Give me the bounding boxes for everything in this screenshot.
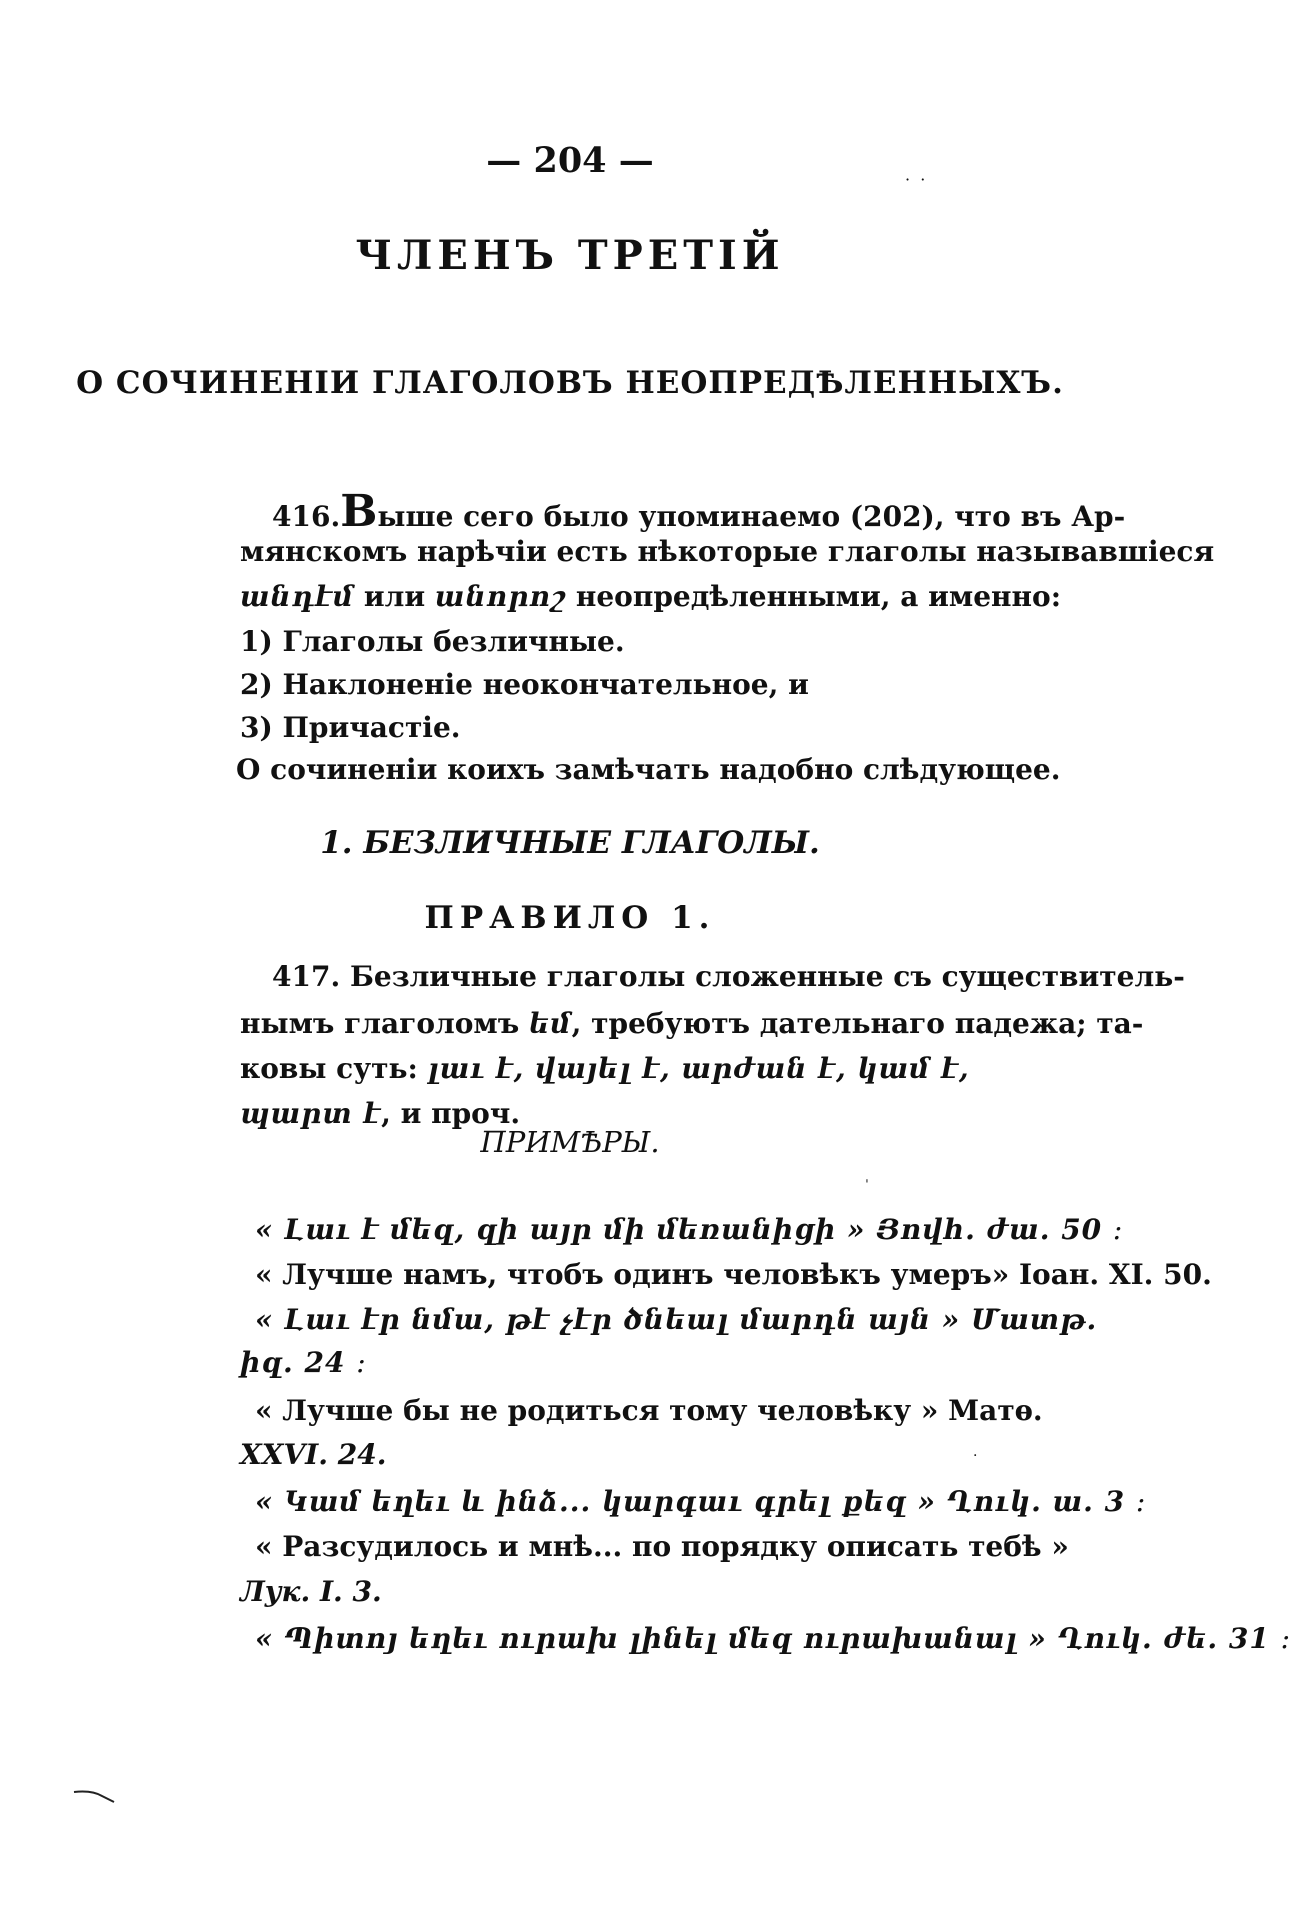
paragraph-416-line-1: [272, 486, 1125, 537]
paragraph-text: неопредѣленными, а именно:: [566, 580, 1062, 613]
examples-heading: ПРИМѢРЫ.: [480, 1125, 660, 1159]
list-item-2: 2) Наклоненіе неокончательное, и: [240, 668, 809, 701]
armenian-text: « Կամ եղեւ և ինձ... կարգաւ գրել քեզ » Ղուկ. ա. 3 ։: [255, 1485, 1147, 1518]
paragraph-416-closing: О сочиненіи коихъ замѣчать надобно слѣдующее.: [236, 753, 1061, 786]
chapter-subtitle: О СОЧИНЕНІИ ГЛАГОЛОВЪ НЕОПРЕДѢЛЕННЫХЪ.: [76, 365, 1064, 401]
armenian-term: անորոշ: [434, 580, 567, 613]
list-item-3: 3) Причастіе.: [240, 711, 461, 744]
drop-capital: В: [340, 486, 378, 537]
example-2-armenian-cont: [240, 1346, 367, 1379]
paragraph-number: 417.: [272, 960, 341, 993]
armenian-text: « Պիտոյ եղեւ ուրախ լինել մեզ ուրախանալ » Ղուկ. ժե. 31 ։: [255, 1622, 1291, 1655]
paragraph-text: Безличные глаголы сложенные съ существитель-: [349, 960, 1185, 993]
armenian-text: « Լաւ է մեզ, զի այր մի մեռանիցի » Յովհ. ժա. 50 ։: [255, 1213, 1124, 1246]
example-1-armenian: [255, 1213, 1123, 1246]
margin-mark: ·: [973, 1448, 978, 1464]
rule-heading: ПРАВИЛО 1.: [424, 900, 716, 936]
paragraph-416-line-3: [240, 580, 1061, 613]
armenian-term: լաւ է, վայել է, արժան է, կամ է,: [427, 1052, 970, 1085]
example-3-armenian: [255, 1485, 1146, 1518]
paragraph-text: нымъ глаголомъ: [240, 1007, 529, 1040]
paragraph-416-line-2: мянскомъ нарѣчіи есть нѣкоторые глаголы называвшіеся: [240, 535, 1215, 568]
example-3-russian-cont: Лук. I. 3.: [240, 1575, 382, 1608]
paragraph-text: ковы суть:: [240, 1052, 428, 1085]
list-item-1: 1) Глаголы безличные.: [240, 625, 625, 658]
example-2-armenian: [255, 1303, 1097, 1336]
chapter-title: ЧЛЕНЪ ТРЕТІЙ: [355, 232, 785, 279]
armenian-term: անդէմ: [240, 580, 355, 613]
armenian-text: իզ. 24 ։: [240, 1346, 367, 1379]
armenian-term: եմ: [528, 1007, 572, 1040]
section-heading: 1. БЕЗЛИЧНЫЕ ГЛАГОЛЫ.: [320, 825, 820, 861]
paragraph-number: 416.: [272, 500, 341, 533]
example-4-armenian: [255, 1622, 1291, 1655]
paragraph-417-line-3: [240, 1052, 970, 1085]
paragraph-417-line-1: [272, 960, 1185, 993]
paragraph-text: , требуютъ дательнаго падежа; та-: [571, 1007, 1144, 1040]
paragraph-417-line-2: [240, 1007, 1143, 1040]
paragraph-text: или: [354, 580, 435, 613]
armenian-text: « Լաւ էր նմա, թէ չէր ծնեալ մարդն այն » Մատթ.: [255, 1303, 1098, 1336]
example-2-russian-cont: XXVI. 24.: [240, 1438, 387, 1471]
paragraph-text: , и проч.: [381, 1097, 521, 1130]
armenian-term: պարտ է: [240, 1097, 382, 1130]
example-2-russian: « Лучше бы не родиться тому человѣку » Матѳ.: [255, 1394, 1043, 1427]
scratch-stroke: [74, 1792, 114, 1803]
margin-dots: · ·: [905, 170, 926, 189]
margin-mark: ˈ: [865, 1178, 869, 1194]
example-1-russian: « Лучше намъ, чтобъ одинъ человѣкъ умеръ» Іоан. XI. 50.: [255, 1258, 1212, 1291]
margin-scratch: [72, 1788, 122, 1808]
page-number: — 204 —: [486, 140, 654, 181]
example-3-russian: « Разсудилось и мнѣ... по порядку описать тебѣ »: [255, 1530, 1069, 1563]
paragraph-text: ыше сего было упоминаемо (202), что въ Ар-: [377, 500, 1126, 533]
